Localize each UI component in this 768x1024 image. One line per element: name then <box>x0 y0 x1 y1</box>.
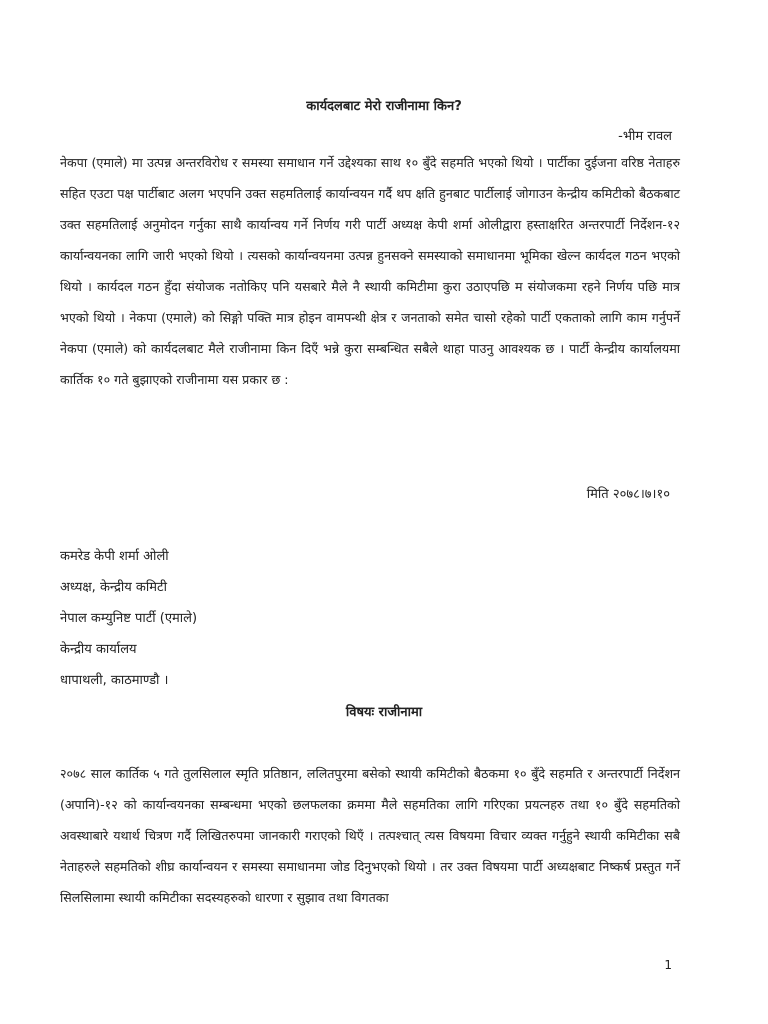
body-paragraph: २०७८ साल कार्तिक ५ गते तुलसिलाल स्मृति प्रतिष्ठान, ललितपुरमा बसेको स्थायी कमिटीको बैठकमा १० बुँदे सहमति र अन्तरपार्टी निर्देशन (अपानि)-१२ को कार्यान्वयनका सम्बन्धमा भएको छलफलका क्रममा मैले सहमतिका लागि गरिएका प्रयत्नहरु तथा १० बुँदे सहमतिको अवस्थाबारे यथार्थ चित्रण गर्दै लिखितरुपमा जानकारी गराएको थिएँ । तत्पश्चात् त्यस विषयमा विचार व्यक्त गर्नुहुने स्थायी कमिटीका सबै नेताहरुले सहमतिको शीघ्र कार्यान्वयन र समस्या समाधानमा जोड दिनुभएको थियो । तर उक्त विषयमा पार्टी अध्यक्षबाट निष्कर्ष प्रस्तुत गर्ने सिलसिलामा स्थायी कमिटीका सदस्यहरुको धारणा र सुझाव तथा विगतका <box>60 766 680 905</box>
letter-subject: विषयः राजीनामा <box>345 705 423 720</box>
address-block <box>60 541 197 696</box>
address-line: अध्यक्ष, केन्द्रीय कमिटी <box>60 580 167 595</box>
intro-paragraph: नेकपा (एमाले) मा उत्पन्न अन्तरविरोध र समस्या समाधान गर्ने उद्देश्यका साथ १० बुँदे सहमति भएको थियो । पार्टीका दुईजना वरिष्ठ नेताहरु सहित एउटा पक्ष पार्टीबाट अलग भएपनि उक्त सहमतिलाई कार्यान्वयन गर्दै थप क्षति हुनबाट पार्टीलाई जोगाउन केन्द्रीय कमिटीको बैठकबाट उक्त सहमतिलाई अनुमोदन गर्नुका साथै कार्यान्वय गर्ने निर्णय गरी पार्टी अध्यक्ष केपी शर्मा ओलीद्वारा हस्ताक्षरित अन्तरपार्टी निर्देशन-१२ कार्यान्वयनका लागि जारी भएको थियो । त्यसको कार्यान्वयनमा उत्पन्न हुनसक्ने समस्याको समाधानमा भूमिका खेल्न कार्यदल गठन भएको थियो । कार्यदल गठन हुँदा संयोजक नतोकिए पनि यसबारे मैले नै स्थायी कमिटीमा कुरा उठाएपछि म संयोजकमा रहने निर्णय पछि मात्र भएको थियो । नेकपा (एमाले) को सिङ्गो पक्ति मात्र होइन वामपन्थी क्षेत्र र जनताको समेत चासो रहेको पार्टी एकताको लागि काम गर्नुपर्ने नेकपा (एमाले) को कार्यदलबाट मैले राजीनामा किन दिएँ भन्ने कुरा सम्बन्धित सबैले थाहा पाउनु आवश्यक छ । पार्टी केन्द्रीय कार्यालयमा कार्तिक १० गते बुझाएको राजीनामा यस प्रकार छ : <box>60 155 680 387</box>
address-line: केन्द्रीय कार्यालय <box>60 642 137 657</box>
address-line: कमरेड केपी शर्मा ओली <box>60 549 169 564</box>
address-line: धापाथली, काठमाण्डौ । <box>60 673 169 688</box>
page-number: 1 <box>664 958 672 972</box>
letter-date: मिति २०७८।७।१० <box>586 487 670 502</box>
address-line: नेपाल कम्युनिष्ट पार्टी (एमाले) <box>60 611 198 626</box>
document-title: कार्यदलबाट मेरो राजीनामा किन? <box>306 99 462 114</box>
author-name: -भीम रावल <box>618 129 672 144</box>
